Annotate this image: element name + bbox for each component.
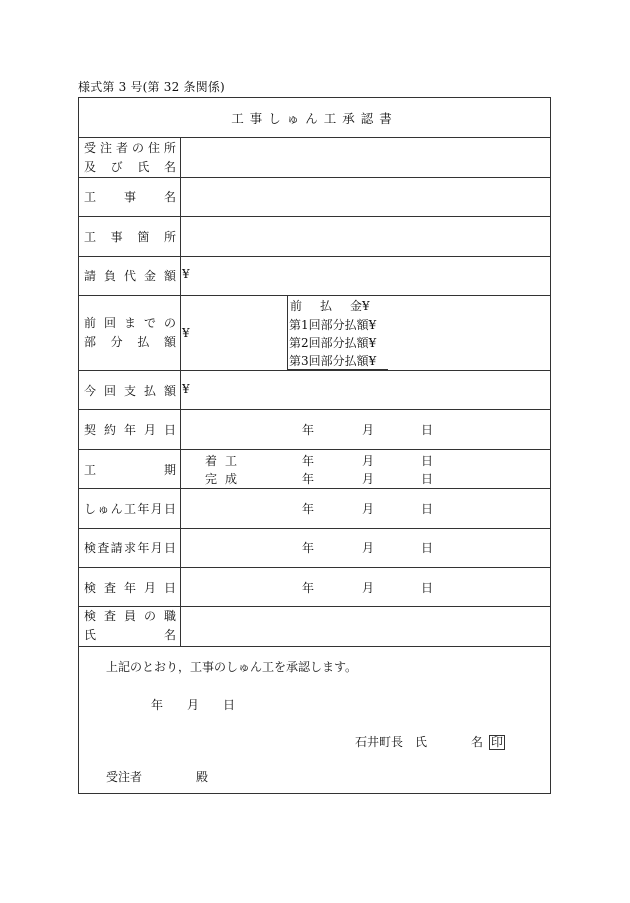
label-char: 求 <box>123 541 136 555</box>
label-char: 金 <box>143 269 156 283</box>
label-char: 払 <box>137 334 150 349</box>
label-contract-amount <box>84 267 176 284</box>
label-char: で <box>143 315 156 330</box>
label-char: 日 <box>163 541 176 555</box>
label-char: 工 <box>84 463 97 477</box>
label-contractor <box>84 138 176 177</box>
label-char: 払 <box>143 384 156 398</box>
label-char: 員 <box>123 609 136 623</box>
label-char: 額 <box>163 269 176 283</box>
label-char: 前 <box>290 299 303 313</box>
partial-payment-3-row: 第3回部分払額¥ <box>289 354 377 368</box>
label-work-name <box>84 188 176 205</box>
label-char: 事 <box>110 230 123 244</box>
label-char: 月 <box>150 541 163 555</box>
label-char: 日 <box>163 502 176 516</box>
approval-date-month: 月 <box>187 698 200 712</box>
label-char: 者 <box>115 140 128 155</box>
label-char: 日 <box>163 423 176 437</box>
partial-payment-1-row: 第1回部分払額¥ <box>289 318 377 332</box>
period-start-date-day: 日 <box>421 454 434 468</box>
approval-form <box>78 97 551 794</box>
seal-mark: 印 <box>491 735 504 749</box>
label-char: 請 <box>84 269 97 283</box>
label-char: 名 <box>163 628 176 642</box>
breakdown-divider <box>287 295 288 370</box>
period-start-date-year: 年 <box>302 454 315 468</box>
period-end-date-year: 年 <box>302 472 315 486</box>
label-char: ん <box>110 502 123 516</box>
label-char: 職 <box>163 609 176 623</box>
label-char: し <box>84 502 97 516</box>
period-end-date-day: 日 <box>421 472 434 486</box>
label-char: 支 <box>123 384 136 398</box>
label-char: の <box>131 140 144 155</box>
label-char: 氏 <box>84 628 97 642</box>
label-char: 日 <box>163 581 176 595</box>
label-char: 住 <box>147 140 160 155</box>
label-char: 年 <box>123 423 136 437</box>
label-char: 工 <box>84 190 97 204</box>
approval-date-day: 日 <box>223 698 236 712</box>
label-char: 負 <box>103 269 116 283</box>
mayor-title: 石井町長 氏 <box>355 735 428 749</box>
recipient-honorific: 殿 <box>196 770 209 784</box>
label-work-place <box>84 228 176 245</box>
label-char: 年 <box>123 581 136 595</box>
label-char: 回 <box>103 384 116 398</box>
label-char: 完 <box>205 472 218 486</box>
contract-amount-yen: ¥ <box>182 267 190 281</box>
label-char: び <box>110 159 123 174</box>
mayor-name-label: 名 印 <box>471 735 504 749</box>
label-char: 及 <box>84 159 97 174</box>
completion-date-month: 月 <box>362 502 375 516</box>
contract-date-month: 月 <box>362 423 375 437</box>
label-char: 受 <box>84 140 97 155</box>
label-char: 月 <box>150 502 163 516</box>
inspection-date-year: 年 <box>302 581 315 595</box>
label-char: 検 <box>84 541 97 555</box>
approval-date-year: 年 <box>151 698 164 712</box>
advance-payment-row: 前 払 金 ¥ <box>290 299 370 313</box>
label-char: 査 <box>97 541 110 555</box>
label-char: 所 <box>163 140 176 155</box>
prior-payments-yen: ¥ <box>182 326 190 340</box>
label-completion-date <box>84 500 176 517</box>
label-char: 額 <box>163 334 176 349</box>
approval-statement: 上記のとおり，工事のしゅん工を承認します。 <box>106 660 358 674</box>
label-char: 検 <box>84 609 97 623</box>
label-contract-date <box>84 421 176 438</box>
label-char: 額 <box>163 384 176 398</box>
partial-payment-2-row: 第2回部分払額¥ <box>289 336 377 350</box>
completion-date-year: 年 <box>302 502 315 516</box>
label-char: 所 <box>163 230 176 244</box>
label-char: 回 <box>103 315 116 330</box>
label-char: 箇 <box>137 230 150 244</box>
period-end-label <box>205 470 237 487</box>
label-char: 工 <box>224 454 237 468</box>
label-char: 事 <box>123 190 136 204</box>
label-char: 月 <box>143 581 156 595</box>
label-char: 今 <box>84 384 97 398</box>
label-char: 契 <box>84 423 97 437</box>
label-char: 払 <box>319 299 332 313</box>
label-column-divider <box>180 137 181 646</box>
label-char: ま <box>123 315 136 330</box>
recipient-label: 受注者 <box>106 770 143 784</box>
label-char: 検 <box>84 581 97 595</box>
period-start-date-month: 月 <box>362 454 375 468</box>
label-char: 前 <box>84 315 97 330</box>
label-char: 期 <box>163 463 176 477</box>
inspection-date-month: 月 <box>362 581 375 595</box>
label-char: の <box>163 315 176 330</box>
label-char: 名 <box>163 190 176 204</box>
label-char: 工 <box>84 230 97 244</box>
label-char: 注 <box>99 140 112 155</box>
label-char: 約 <box>103 423 116 437</box>
label-char: 氏 <box>137 159 150 174</box>
contract-date-year: 年 <box>302 423 315 437</box>
label-char: 査 <box>103 581 116 595</box>
label-char: 金 <box>349 299 362 313</box>
label-char: 工 <box>123 502 136 516</box>
label-char: 査 <box>103 609 116 623</box>
label-char: 名 <box>163 159 176 174</box>
current-payment-yen: ¥ <box>182 382 190 396</box>
label-inspector <box>84 606 176 646</box>
form-title: 工事しゅん工承認書 <box>231 110 398 126</box>
period-end-date-month: 月 <box>362 472 375 486</box>
label-char: 年 <box>137 541 150 555</box>
inspection-request-date-month: 月 <box>362 541 375 555</box>
label-char: 年 <box>137 502 150 516</box>
inspection-request-date-day: 日 <box>421 541 434 555</box>
label-char: 代 <box>123 269 136 283</box>
label-char: 分 <box>110 334 123 349</box>
label-char: 部 <box>84 334 97 349</box>
completion-date-day: 日 <box>421 502 434 516</box>
period-start-label <box>205 452 237 469</box>
contract-date-day: 日 <box>421 423 434 437</box>
label-inspection-date <box>84 579 176 596</box>
inspection-date-day: 日 <box>421 581 434 595</box>
label-char: ゅ <box>97 502 110 516</box>
form-number: 様式第 3 号(第 32 条関係) <box>78 80 225 94</box>
label-char: 請 <box>110 541 123 555</box>
label-char: 月 <box>143 423 156 437</box>
breakdown-bottom-line <box>287 369 388 370</box>
inspection-request-date-year: 年 <box>302 541 315 555</box>
label-char: 着 <box>205 454 218 468</box>
label-char: の <box>143 609 156 623</box>
label-char: 成 <box>224 472 237 486</box>
label-prior-payments <box>84 295 176 370</box>
label-inspection-request-date <box>84 539 176 556</box>
label-period <box>84 461 176 478</box>
label-current-payment <box>84 382 176 399</box>
